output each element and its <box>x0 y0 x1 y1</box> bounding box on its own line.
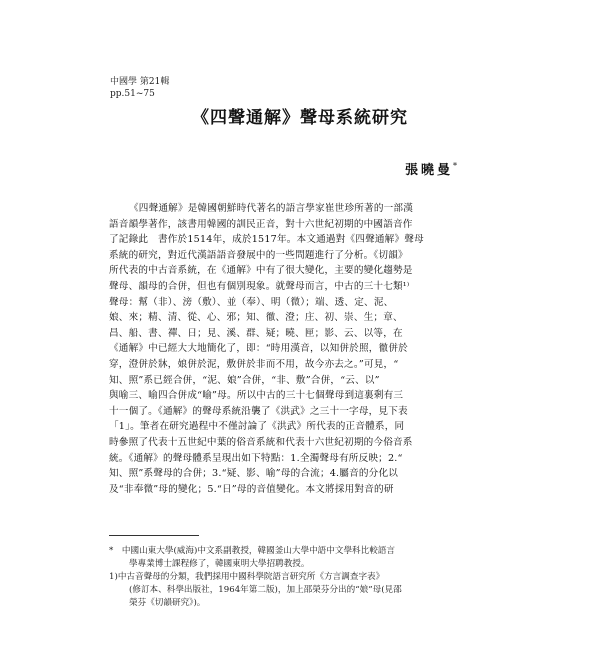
body-line: 十一個了。《通解》的聲母系統沿襲了《洪武》之三十一字母，見下表 <box>109 405 408 417</box>
body-line: 語音韻學著作，該書用韓國的訓民正音，對十六世紀初期的中國語音作 <box>109 218 413 230</box>
author-footnote-mark: * <box>453 161 460 171</box>
author-name-text: 張曉曼 <box>404 163 453 178</box>
body-line: 知、照”系已經合併，“泥、娘”合併，“非、敷”合併，“云、以” <box>109 374 380 386</box>
body-line: 統。《通解》的聲母體系呈現出如下特點：1.全濁聲母有所反映；2.“ <box>109 452 403 464</box>
body-line: 娘、來；精、清、從、心、邪；知、徹、澄；庄、初、崇、生；章、 <box>109 312 403 324</box>
footnotes <box>109 545 493 610</box>
journal-issue: 中國學 第21輯 <box>110 77 170 87</box>
body-line: 與喻三、喻四合併成“喻”母。所以中古的三十七個聲母到這裏剩有三 <box>109 390 404 402</box>
body-line: 及“非奉微”母的變化；5.“日”母的音值變化。本文將採用對音的研 <box>109 483 394 495</box>
footnote-line: * 中國山東大學(威海)中文系副教授，韓國釜山大學中語中文學科比較語言 <box>109 546 396 556</box>
footnote-line: (修訂本、科學出版社，1964年第二版)，加上邵榮芬分出的“娘”母(見邵 <box>129 585 402 595</box>
page-range: pp.51~75 <box>110 89 155 99</box>
body-line: 《通解》中已經大大地簡化了，即：“時用漢音，以知併於照，徹併於 <box>109 343 408 355</box>
body-line: 聲母：幫（非）、滂（敷）、並（奉）、明（微）；端、透、定、泥、 <box>109 296 394 308</box>
body-line: 時參照了代表十五世紀中葉的俗音系統和代表十六世紀初期的今俗音系 <box>109 436 413 448</box>
body-line: 《四聲通解》是韓國朝鮮時代著名的語言學家崔世珍所著的一部漢 <box>129 203 414 214</box>
footnote-divider <box>109 535 199 536</box>
body-line: 了記錄此 書作於1514年，成於1517年。本文通過對《四聲通解》聲母 <box>109 234 424 246</box>
body-line: 系統的研究，對近代漢語語音發展中的一些問題進行了分析。《切韻》 <box>109 249 408 261</box>
body-line: 所代表的中古音系統，在《通解》中有了很大變化，主要的變化趨勢是 <box>109 265 413 277</box>
journal-header <box>110 76 169 100</box>
body-line: 聲母、韻母的合併，但也有個別現象。就聲母而言，中古的三十七類¹⁾ <box>109 280 410 292</box>
abstract-body <box>109 201 493 497</box>
body-line: 穿，澄併於牀，娘併於泥，敷併於非而不用，故今亦去之。”可見，“ <box>109 358 399 370</box>
body-line: 知、照”系聲母的合併；3.“疑、影、喻”母的合流；4.屬音的分化以 <box>109 468 399 480</box>
footnote-line: 榮芬《切韻研究》)。 <box>129 598 206 608</box>
author-name <box>405 159 460 178</box>
footnote-line: 1)中古音聲母的分類，我們採用中國科學院語言研究所《方言調查字表》 <box>109 572 385 582</box>
article-title: 《四聲通解》聲母系統研究 <box>192 108 408 128</box>
body-line: 昌、船、書、禪、日；見、溪、群、疑；曉、匣；影、云、以等，在 <box>109 327 403 339</box>
footnote-line: 學專業博士課程修了，韓國東明大學招聘教授。 <box>129 559 310 569</box>
body-line: 「1」。筆者在研究過程中不僅討論了《洪武》所代表的正音體系，同 <box>109 421 405 433</box>
